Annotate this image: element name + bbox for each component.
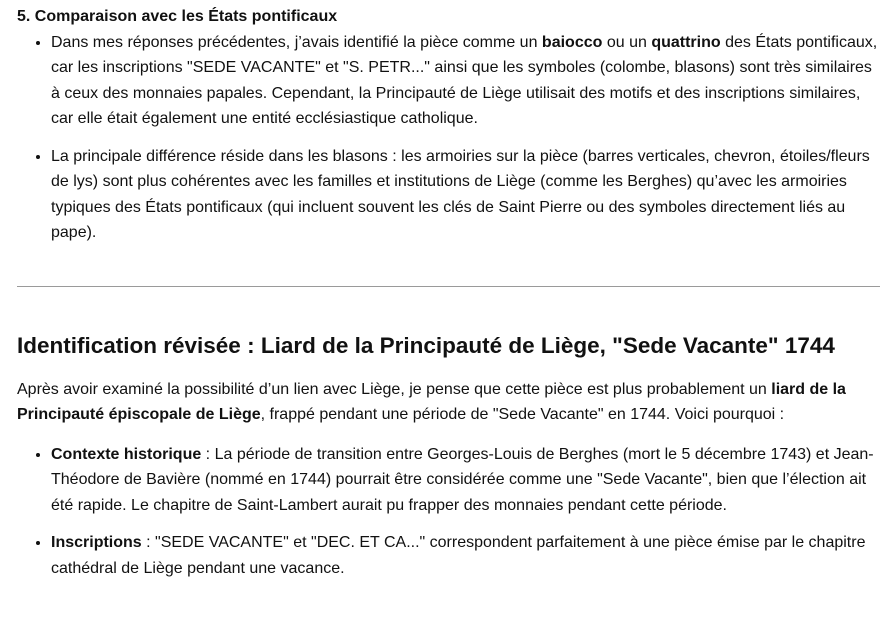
bold-term-liard: liard de la Principauté épiscopale de Liège — [17, 380, 846, 423]
list-item — [51, 442, 880, 519]
bullet-text: La principale différence réside dans les blasons : les armoiries sur la pièce (barres verticales, chevron, étoiles/fleurs de lys) sont plus cohérentes avec les familles et institutions de Liège (comme les Berghes) qu’avec les armoiries typiques des États pontificaux (qui incluent souvent les clés de Saint Pierre ou des symboles directement liés au pape). — [51, 147, 870, 241]
divider — [17, 286, 880, 287]
bold-term-baiocco: baiocco — [541, 33, 603, 51]
section-5-list — [17, 30, 880, 246]
bullet-text: Dans mes réponses précédentes, j’avais identifié la pièce comme un — [51, 33, 542, 51]
list-item — [51, 530, 880, 581]
bullet-label: Contexte historique — [51, 445, 202, 463]
bullet-text: ou un — [602, 33, 652, 51]
bullet-label: Inscriptions — [51, 534, 142, 551]
bold-term-quattrino: quattrino — [651, 33, 721, 51]
revised-identification-heading: Identification révisée : Liard de la Principauté de Liège, "Sede Vacante" 1744 — [17, 332, 835, 358]
revised-list — [17, 442, 880, 582]
intro-text: , frappé pendant une période de "Sede Vacante" en 1744. Voici pourquoi : — [260, 406, 785, 423]
list-item — [51, 144, 880, 246]
intro-text: Après avoir examiné la possibilité d’un lien avec Liège, je pense que cette pièce est plus probablement un — [17, 380, 772, 398]
bullet-text: : La période de transition entre Georges-Louis de Berghes (mort le 5 décembre 1743) et Jean-Théodore de Bavière (nommé en 1744) pourrait être considérée comme une "Sede Vacante", bien que l’élection ait été rapide. Le chapitre de Saint-Lambert aurait pu frapper des monnaies pendant cette période. — [51, 445, 874, 514]
bullet-text: des États pontificaux, car les inscriptions "SEDE VACANTE" et "S. PETR..." ainsi que les symboles (colombe, blasons) sont très similaires à ceux des monnaies papales. Cependant, la Principauté de Liège utilisait des motifs et des inscriptions similaires, car elle était également une entité ecclésiastique catholique. — [51, 33, 878, 127]
list-item — [51, 30, 880, 132]
intro-paragraph — [17, 377, 880, 428]
section-5-heading: 5. Comparaison avec les États pontificaux — [17, 8, 338, 25]
bullet-text: : "SEDE VACANTE" et "DEC. ET CA..." correspondent parfaitement à une pièce émise par le chapitre cathédral de Liège pendant une vacance. — [51, 534, 866, 577]
